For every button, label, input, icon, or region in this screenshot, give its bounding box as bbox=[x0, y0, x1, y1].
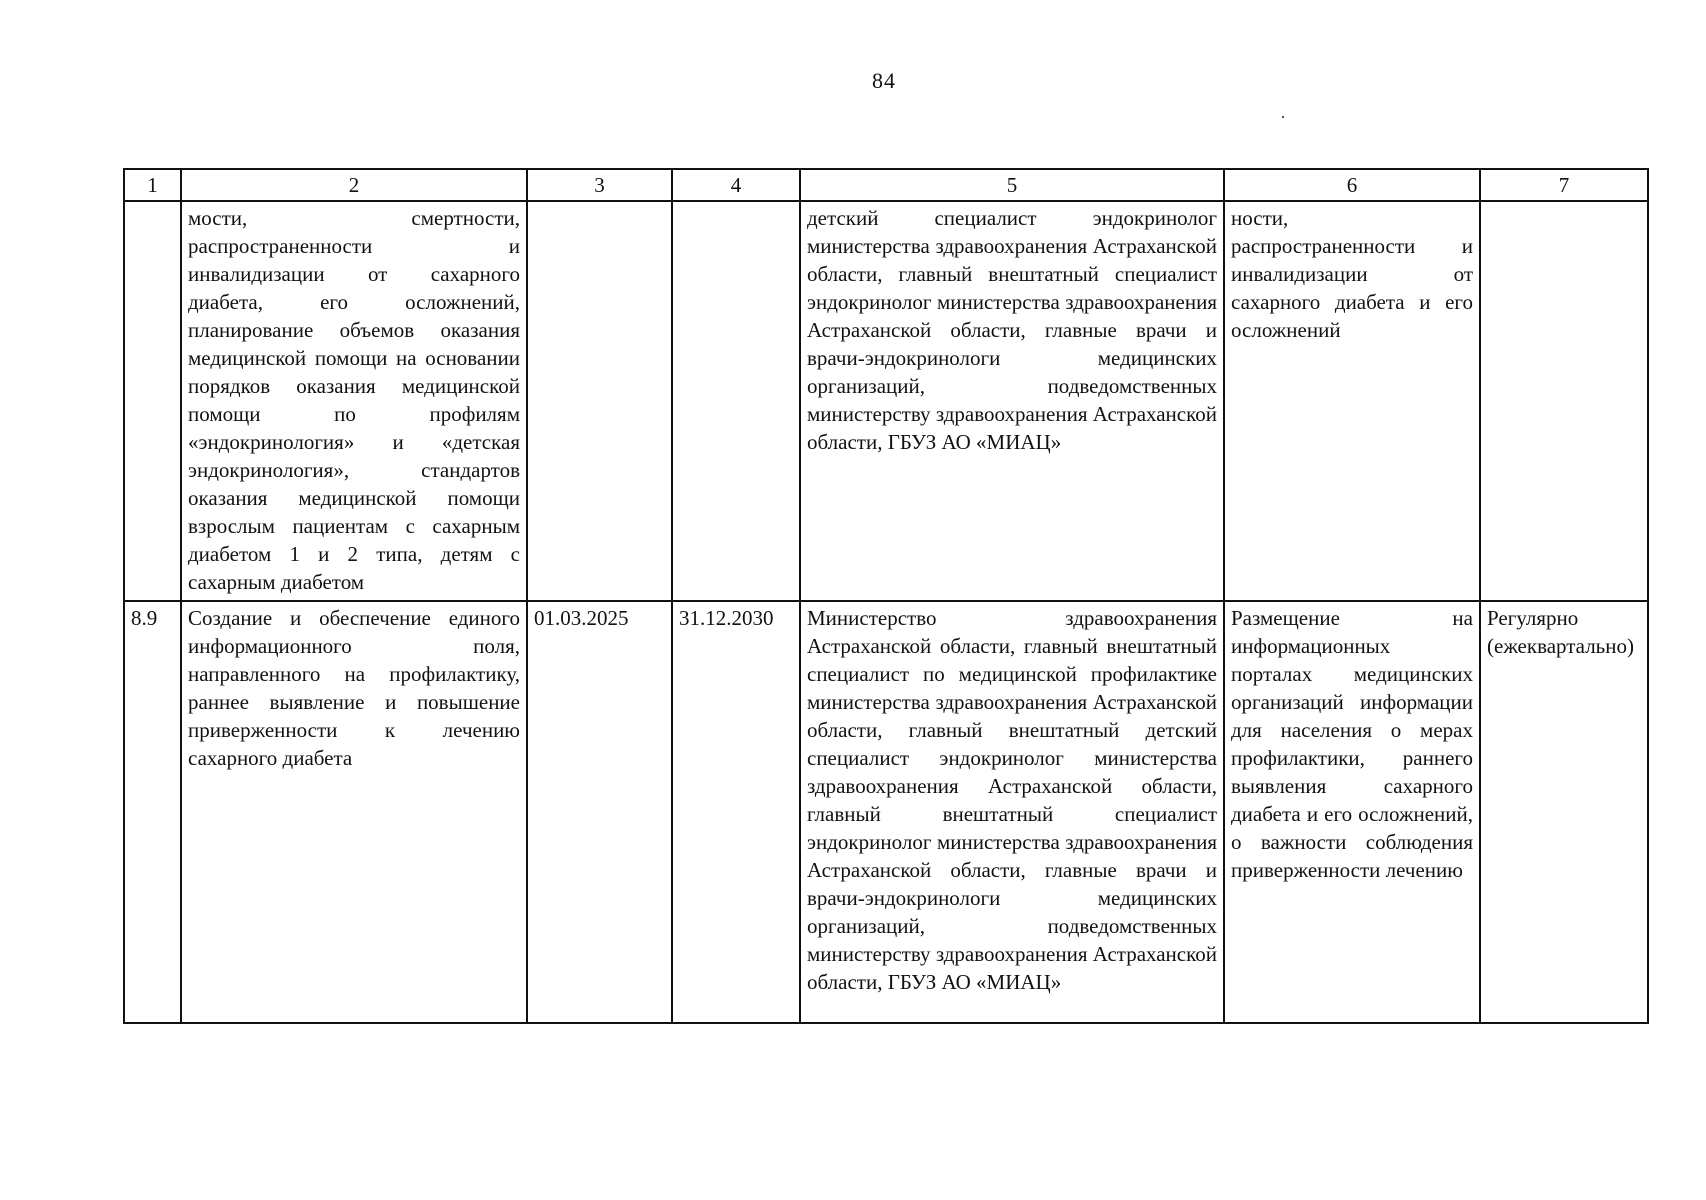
column-number-row bbox=[124, 169, 1648, 201]
end-date-cell bbox=[672, 201, 800, 601]
column-header-6: 6 bbox=[1224, 169, 1480, 201]
end-date-cell: 31.12.2030 bbox=[672, 601, 800, 1023]
frequency-cell: Регулярно (ежеквартально) bbox=[1480, 601, 1648, 1023]
scan-speck bbox=[1282, 116, 1284, 118]
column-header-1: 1 bbox=[124, 169, 181, 201]
column-header-2: 2 bbox=[181, 169, 527, 201]
measure-description-cell: Создание и обеспечение единого информационного поля, направленного на профилактику, раннее выявление и повышение приверженности к лечению сахарного диабета bbox=[181, 601, 527, 1023]
column-header-5: 5 bbox=[800, 169, 1224, 201]
item-number-cell bbox=[124, 201, 181, 601]
result-cell: ности, распространенности и инвалидизации от сахарного диабета и его осложнений bbox=[1224, 201, 1480, 601]
column-header-7: 7 bbox=[1480, 169, 1648, 201]
start-date-cell: 01.03.2025 bbox=[527, 601, 672, 1023]
frequency-cell bbox=[1480, 201, 1648, 601]
column-header-3: 3 bbox=[527, 169, 672, 201]
column-header-4: 4 bbox=[672, 169, 800, 201]
table-row bbox=[124, 201, 1648, 601]
measure-description-cell: мости, смертности, распространенности и инвалидизации от сахарного диабета, его осложнений, планирование объемов оказания медицинской помощи на основании порядков оказания медицинской помощи по профилям «эндокринология» и «детская эндокринология», стандартов оказания медицинской помощи взрослым пациентам с сахарным диабетом 1 и 2 типа, детям с сахарным диабетом bbox=[181, 201, 527, 601]
responsible-cell: детский специалист эндокринолог министерства здравоохранения Астраханской области, главный внештатный специалист эндокринолог министерства здравоохранения Астраханской области, главные врачи и врачи-эндокринологи медицинских организаций, подведомственных министерству здравоохранения Астраханской области, ГБУЗ АО «МИАЦ» bbox=[800, 201, 1224, 601]
start-date-cell bbox=[527, 201, 672, 601]
table-row bbox=[124, 601, 1648, 1023]
measures-table bbox=[123, 168, 1649, 1024]
item-number-cell: 8.9 bbox=[124, 601, 181, 1023]
result-cell: Размещение на информационных порталах медицинских организаций информации для населения о мерах профилактики, раннего выявления сахарного диабета и его осложнений, о важности соблюдения приверженности лечению bbox=[1224, 601, 1480, 1023]
page-number: 84 bbox=[872, 68, 896, 93]
responsible-cell: Министерство здравоохранения Астраханской области, главный внештатный специалист по медицинской профилактике министерства здравоохранения Астраханской области, главный внештатный детский специалист эндокринолог министерства здравоохранения Астраханской области, главный внештатный специалист эндокринолог министерства здравоохранения Астраханской области, главные врачи и врачи-эндокринологи медицинских организаций, подведомственных министерству здравоохранения Астраханской области, ГБУЗ АО «МИАЦ» bbox=[800, 601, 1224, 1023]
